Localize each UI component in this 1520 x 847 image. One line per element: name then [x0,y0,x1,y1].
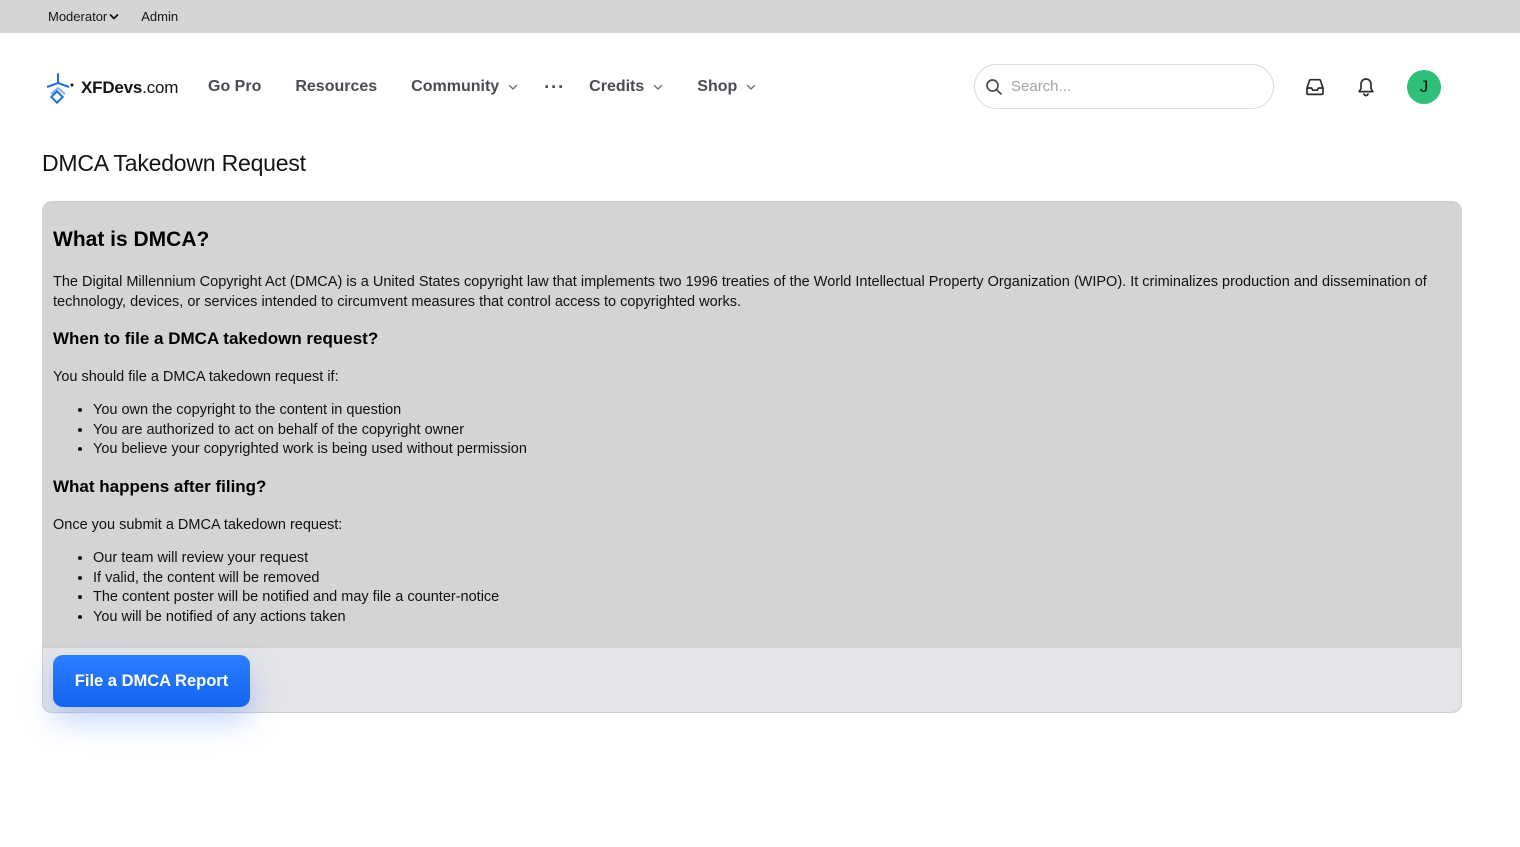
nav-go-pro[interactable] [208,78,261,96]
site-header [0,33,1520,141]
avatar-initial: J [1419,77,1429,96]
file-dmca-report-button[interactable]: File a DMCA Report [53,655,250,707]
section-when-list [93,401,527,460]
chevron-down-icon [508,82,518,92]
section-after-list [93,549,499,628]
search-box[interactable] [974,64,1274,109]
chevron-down-icon [653,82,663,92]
list-item: • Our team will review your request [93,549,499,569]
main-nav [208,76,790,98]
staff-bar-admin-label: Admin [141,9,179,24]
nav-community-label: Community [411,78,500,95]
inbox-icon[interactable] [1303,75,1327,99]
logo-name: XFDevs [81,78,143,97]
staff-bar-moderator[interactable] [48,9,119,24]
list-item: • You believe your copyrighted work is being used without permission [93,440,527,460]
list-item: • If valid, the content will be removed [93,569,499,589]
search-input[interactable] [1011,78,1251,95]
list-item: • You own the copyright to the content in question [93,401,527,421]
nav-credits[interactable] [589,78,663,96]
search-icon [985,78,1003,96]
bell-icon[interactable] [1354,75,1378,99]
logo-icon [41,71,75,105]
nav-credits-label: Credits [589,78,645,95]
logo-tld: .com [142,78,179,97]
chevron-down-icon [109,12,119,22]
nav-resources-label: Resources [295,78,378,95]
page-title: DMCA Takedown Request [42,150,306,176]
list-item: • You are authorized to act on behalf of the copyright owner [93,421,527,441]
nav-shop-label: Shop [697,78,738,95]
nav-community[interactable] [411,78,518,96]
logo-text [81,78,178,98]
list-item: • The content poster will be notified and may file a counter-notice [93,588,499,608]
card-footer [43,647,1461,712]
section-when-lead: You should file a DMCA takedown request if: [53,369,339,385]
nav-go-pro-label: Go Pro [208,78,262,95]
list-item: • You will be notified of any actions taken [93,608,499,628]
staff-bar [0,0,1520,33]
section-after-heading: What happens after filing? [53,477,267,496]
staff-bar-admin[interactable] [141,9,178,24]
dmca-intro: The Digital Millennium Copyright Act (DMCA) is a United States copyright law that implements two 1996 treaties of the World Intellectual Property Organization (WIPO). It criminalizes production and dissemination of technology, devices, or services intended to circumvent measures that control access to copyrighted works. [53,274,1427,310]
nav-shop[interactable] [697,78,756,96]
section-after-lead: Once you submit a DMCA takedown request: [53,517,343,533]
dmca-heading: What is DMCA? [53,228,210,251]
staff-bar-moderator-label: Moderator [48,9,108,24]
site-logo[interactable] [41,71,178,105]
nav-more[interactable] [544,77,565,98]
more-icon: ··· [544,76,566,97]
dmca-info-card [42,201,1462,713]
avatar[interactable] [1407,70,1441,104]
nav-resources[interactable] [295,78,377,96]
chevron-down-icon [746,82,756,92]
section-when-heading: When to file a DMCA takedown request? [53,329,379,348]
